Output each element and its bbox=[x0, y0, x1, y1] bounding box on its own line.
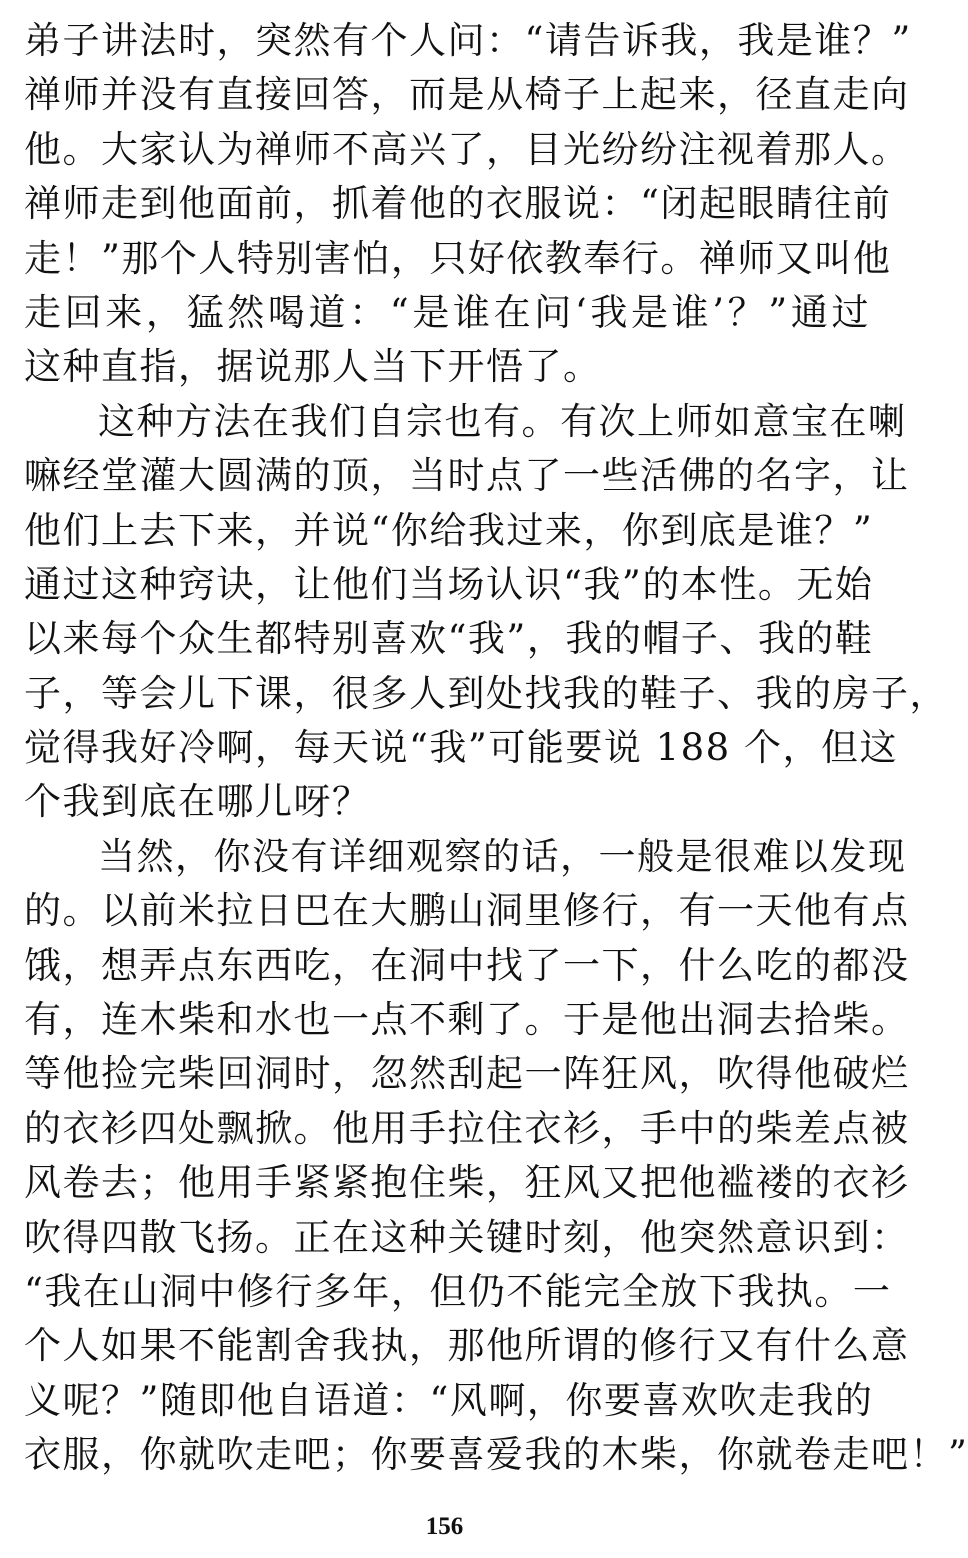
text-line: 禅师并没有直接回答，而是从椅子上起来，径直走向 bbox=[24, 73, 910, 117]
text-line: 觉得我好冷啊，每天说“我”可能要说 188 个，但这 bbox=[24, 726, 898, 770]
text-line: 饿，想弄点东西吃，在洞中找了一下，什么吃的都没 bbox=[24, 943, 910, 987]
text-line: 的衣衫四处飘掀。他用手拉住衣衫，手中的柴差点被 bbox=[24, 1106, 910, 1150]
text-line: 有，连木柴和水也一点不剩了。于是他出洞去拾柴。 bbox=[24, 998, 910, 1042]
text-line: 义呢？”随即他自语道：“风啊，你要喜欢吹走我的 bbox=[24, 1378, 874, 1422]
text-line: 风卷去；他用手紧紧抱住柴，狂风又把他褴褛的衣衫 bbox=[24, 1161, 910, 1205]
text-line: 他们上去下来，并说“你给我过来，你到底是谁？” bbox=[24, 508, 874, 552]
text-line: 等他捡完柴回洞时，忽然刮起一阵狂风，吹得他破烂 bbox=[24, 1052, 910, 1096]
paragraph bbox=[24, 830, 968, 1483]
text-line: 嘛经堂灌大圆满的顶，当时点了一些活佛的名字，让 bbox=[24, 454, 910, 498]
text-line: 当然，你没有详细观察的话，一般是很难以发现 bbox=[98, 834, 907, 878]
text-line: 的。以前米拉日巴在大鹏山洞里修行，有一天他有点 bbox=[24, 889, 910, 933]
text-line: 以来每个众生都特别喜欢“我”，我的帽子、我的鞋 bbox=[24, 617, 874, 661]
text-line: 通过这种窍诀，让他们当场认识“我”的本性。无始 bbox=[24, 562, 874, 606]
text-line: 走！”那个人特别害怕，只好依教奉行。禅师又叫他 bbox=[24, 236, 892, 280]
text-line: 子，等会儿下课，很多人到处找我的鞋子、我的房子， bbox=[24, 671, 948, 715]
paragraph bbox=[24, 395, 948, 830]
text-line: 他。大家认为禅师不高兴了，目光纷纷注视着那人。 bbox=[24, 127, 910, 171]
paragraph bbox=[24, 14, 912, 395]
text-line: 这种直指，据说那人当下开悟了。 bbox=[24, 345, 602, 389]
text-line: 禅师走到他面前，抓着他的衣服说：“闭起眼睛往前 bbox=[24, 182, 892, 226]
body-text bbox=[24, 14, 968, 1483]
text-line: 个人如果不能割舍我执，那他所谓的修行又有什么意 bbox=[24, 1324, 910, 1368]
text-line: 个我到底在哪儿呀？ bbox=[24, 780, 371, 824]
text-line: 衣服，你就吹走吧；你要喜爱我的木柴，你就卷走吧！” bbox=[24, 1433, 968, 1477]
text-line: 这种方法在我们自宗也有。有次上师如意宝在喇 bbox=[98, 399, 907, 443]
text-line: 吹得四散飞扬。正在这种关键时刻，他突然意识到： bbox=[24, 1215, 910, 1259]
text-line: “我在山洞中修行多年，但仍不能完全放下我执。一 bbox=[24, 1269, 892, 1313]
page-number: 156 bbox=[425, 1513, 464, 1540]
text-line: 走回来，猛然喝道：“是谁在问‘我是谁’？”通过 bbox=[24, 290, 870, 334]
text-line: 弟子讲法时，突然有个人问：“请告诉我，我是谁？” bbox=[24, 19, 912, 62]
